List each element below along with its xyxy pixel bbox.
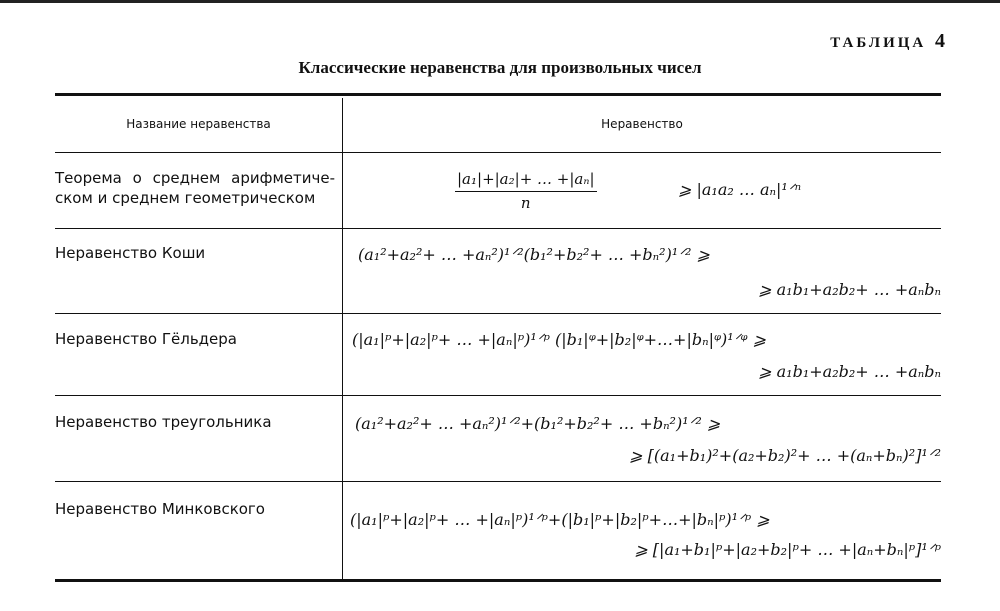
cauchy-formula-line1: (a₁²+a₂²+ … +aₙ²)¹ᐟ²(b₁²+b₂²+ … +bₙ²)¹ᐟ² ⩾ bbox=[358, 245, 710, 264]
row-divider bbox=[55, 313, 941, 314]
minkowski-formula-line2: ⩾ [|a₁+b₁|ᵖ+|a₂+b₂|ᵖ+ … +|aₙ+bₙ|ᵖ]¹ᐟᵖ bbox=[634, 540, 941, 559]
header-inequality: Неравенство bbox=[601, 117, 683, 131]
table-label bbox=[830, 30, 945, 53]
am-gm-right-side: ⩾ |a₁a₂ … aₙ|¹ᐟⁿ bbox=[678, 180, 802, 199]
row-name-holder: Неравенство Гёльдера bbox=[55, 330, 237, 348]
row-name-am-gm bbox=[55, 168, 335, 208]
row-name-line: ском и среднем геометрическом bbox=[55, 189, 316, 207]
table-label-text: ТАБЛИЦА bbox=[830, 35, 927, 51]
minkowski-formula-line1: (|a₁|ᵖ+|a₂|ᵖ+ … +|aₙ|ᵖ)¹ᐟᵖ+(|b₁|ᵖ+|b₂|ᵖ+…+|bₙ|ᵖ)¹ᐟᵖ ⩾ bbox=[350, 510, 770, 529]
fraction-numerator: |a₁|+|a₂|+ … +|aₙ| bbox=[455, 170, 597, 192]
table-top-rule bbox=[55, 93, 941, 96]
table-bottom-rule bbox=[55, 579, 941, 582]
triangle-formula-line2: ⩾ [(a₁+b₁)²+(a₂+b₂)²+ … +(aₙ+bₙ)²]¹ᐟ² bbox=[629, 446, 941, 465]
table-number: 4 bbox=[935, 30, 945, 52]
row-divider bbox=[55, 228, 941, 229]
row-name-line: Теорема о среднем арифметиче- bbox=[55, 169, 335, 187]
fraction-denominator: n bbox=[520, 194, 531, 212]
cauchy-formula-line2: ⩾ a₁b₁+a₂b₂+ … +aₙbₙ bbox=[758, 280, 941, 299]
row-name-minkowski: Неравенство Минковского bbox=[55, 500, 265, 518]
header-name: Название неравенства bbox=[126, 117, 271, 131]
triangle-formula-line1: (a₁²+a₂²+ … +aₙ²)¹ᐟ²+(b₁²+b₂²+ … +bₙ²)¹ᐟ² ⩾ bbox=[355, 414, 721, 433]
row-name-cauchy: Неравенство Коши bbox=[55, 244, 206, 262]
row-divider bbox=[55, 395, 941, 396]
table-caption: Классические неравенства для произвольных чисел bbox=[298, 58, 702, 77]
column-divider bbox=[342, 98, 343, 582]
row-name-triangle: Неравенство треугольника bbox=[55, 413, 272, 431]
holder-formula-line1: (|a₁|ᵖ+|a₂|ᵖ+ … +|aₙ|ᵖ)¹ᐟᵖ (|b₁|ᵠ+|b₂|ᵠ+…+|bₙ|ᵠ)¹ᐟᵠ ⩾ bbox=[352, 330, 766, 349]
holder-formula-line2: ⩾ a₁b₁+a₂b₂+ … +aₙbₙ bbox=[758, 362, 941, 381]
header-divider bbox=[55, 152, 941, 153]
am-gm-fraction bbox=[455, 170, 597, 212]
page-top-border bbox=[0, 0, 1000, 3]
row-divider bbox=[55, 481, 941, 482]
